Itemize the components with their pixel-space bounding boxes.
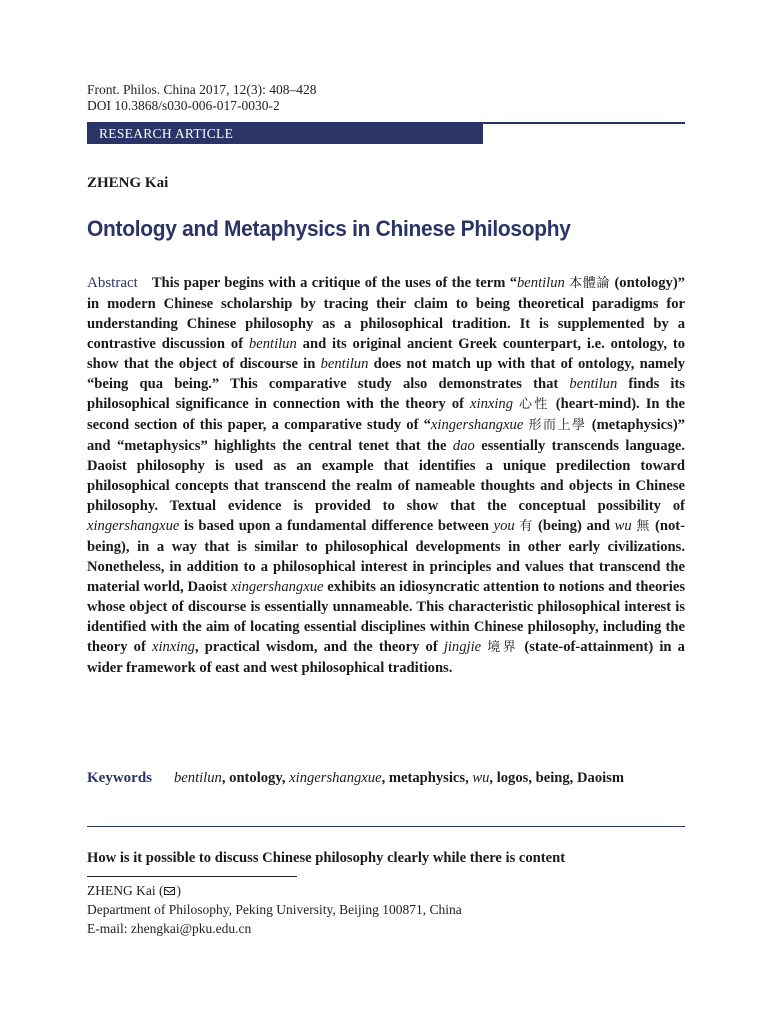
article-title: Ontology and Metaphysics in Chinese Philosophy (87, 216, 571, 241)
footnote-email: E-mail: zhengkai@pku.edu.cn (87, 921, 252, 936)
author-name: ZHENG Kai (87, 175, 169, 191)
footnote-rule (87, 876, 297, 877)
footnote-author-text: ZHENG Kai ( (87, 883, 164, 898)
body-text-first-line: How is it possible to discuss Chinese philosophy clearly while there is content (87, 850, 566, 866)
footnote-department: Department of Philosophy, Peking University, Beijing 100871, China (87, 902, 462, 917)
article-type-banner: RESEARCH ARTICLE (87, 122, 483, 144)
footnote-author-close: ) (176, 883, 181, 898)
journal-citation: Front. Philos. China 2017, 12(3): 408–428 (87, 82, 317, 97)
keywords-label: Keywords (87, 770, 152, 786)
journal-doi: DOI 10.3868/s030-006-017-0030-2 (87, 98, 280, 113)
section-divider (87, 826, 685, 827)
footnote-author (87, 882, 181, 900)
abstract: Abstract This paper begins with a critique of the uses of the term “bentilun 本體論 (ontology)” in modern Chinese scholarship by tracing their claim to being theoretical paradigms for understanding Chinese philosophy as a philosophical tradition. It is supplemented by a contrastive discussion of bentilun and its original ancient Greek counterpart, i.e. ontology, to show that the object of discourse in bentilun does not match up with that of ontology, namely “being qua being.” This comparative study also demonstrates that bentilun finds its philosophical significance in connection with the theory of xinxing 心性 (heart-mind). In the second section of this paper, a comparative study of “xingershangxue 形而上學 (metaphysics)” and “metaphysics” highlights the central tenet that the dao essentially transcends language. Daoist philosophy is used as an example that identifies a unique predilection toward philosophical concepts that transcend the realm of nameable thoughts and objects in Chinese philosophy. Textual evidence is provided to show that the conceptual possibility of xingershangxue is based upon a fundamental difference between you 有 (being) and wu 無 (not-being), in a way that is similar to philosophical developments in other early civilizations. Nonetheless, in addition to a philosophical interest in principles and values that transcend the material world, Daoist xingershangxue exhibits an idiosyncratic attention to notions and theories whose object of discourse is essentially unnameable. This characteristic philosophical interest is identified with the aim of locating essential disciplines within Chinese philosophy, including the theory of xinxing, practical wisdom, and the theory of jingjie 境界 (state-of-attainment) in a wider framework of east and west philosophical traditions. (87, 275, 686, 676)
abstract-label: Abstract (87, 275, 138, 291)
keywords: Keywords bentilun, ontology, xingershangxue, metaphysics, wu, logos, being, Daoism (87, 770, 625, 786)
envelope-icon (164, 887, 175, 895)
